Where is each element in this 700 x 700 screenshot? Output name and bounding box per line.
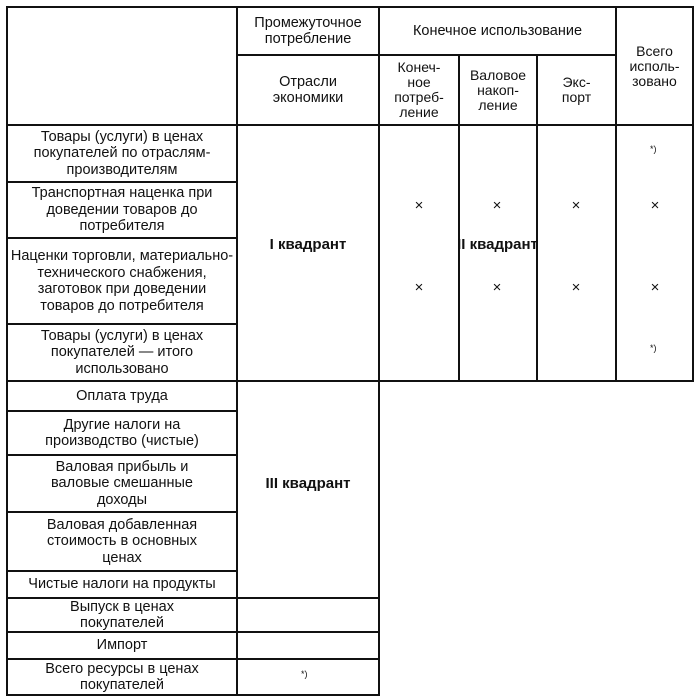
cross-mark: × xyxy=(492,197,502,214)
row-compensation: Оплата труда xyxy=(76,387,168,404)
footnote-mark: *) xyxy=(301,669,308,679)
row-other-taxes: Другие налоги на производство (чистые) xyxy=(45,416,199,449)
header-final-consumption: Конеч-ное потреб-ление xyxy=(394,59,444,120)
header-intermediate: Промежуточное потребление xyxy=(254,14,362,47)
header-industries: Отрасли экономики xyxy=(272,73,344,106)
rule-right xyxy=(692,6,694,382)
row-gross-profit: Валовая прибыль и валовые смешанные доходы xyxy=(51,458,193,508)
quadrant-3-label: III квадрант xyxy=(265,474,351,492)
row-output: Выпуск в ценах покупателей xyxy=(70,598,174,631)
row-goods-total-used: Товары (услуги) в ценах покупателей — итого использовано xyxy=(40,327,204,377)
footnote-mark: *) xyxy=(650,343,657,353)
cross-mark: × xyxy=(650,279,660,296)
cross-mark: × xyxy=(650,197,660,214)
quadrant-2-label: II квадрант xyxy=(457,235,538,253)
footnote-mark: *) xyxy=(650,144,657,154)
row-gross-value-added: Валовая добавленная стоимость в основных ценах xyxy=(46,516,198,566)
header-total-used: Всего исполь-зовано xyxy=(629,42,680,89)
cross-mark: × xyxy=(492,279,502,296)
cross-mark: × xyxy=(571,197,581,214)
quadrant-1-label: I квадрант xyxy=(269,235,347,253)
row-total-resources: Всего ресурсы в ценах покупателей xyxy=(45,660,199,693)
header-export: Экс-порт xyxy=(561,74,592,105)
row-net-taxes-products: Чистые налоги на продукты xyxy=(28,576,216,593)
cross-mark: × xyxy=(414,279,424,296)
cross-mark: × xyxy=(414,197,424,214)
row-goods-by-producers: Товары (услуги) в ценах покупателей по отраслям-производителям xyxy=(33,128,211,178)
header-final-use: Конечное использование xyxy=(412,22,583,39)
rule-bottom xyxy=(6,694,380,696)
row-import: Импорт xyxy=(96,637,148,654)
row-trade-margins: Наценки торговли, материально-технического снабжения, заготовок при доведении товаров до потребителя xyxy=(10,248,234,314)
header-gross-accumulation: Валовое накоп-ление xyxy=(469,66,527,113)
cross-mark: × xyxy=(571,279,581,296)
row-transport-margin: Транспортная наценка при доведении товаров до потребителя xyxy=(31,185,213,235)
